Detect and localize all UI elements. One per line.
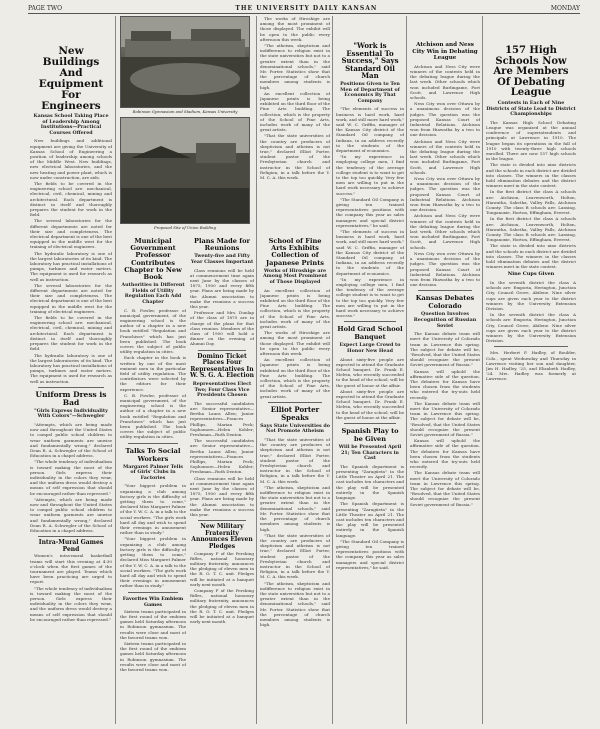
- headline-japanese-prints: School of Fine Arts Exhibits Collection of Japanese Prints: [266, 238, 324, 267]
- article-atchison-ness-city: [410, 64, 480, 288]
- paragraph: In the first district the class A schools are: Atchison, Leavenworth, Holton, Hiawatha, Sabetha, Valley Falls, Atchison County. The class B schools are: Lansing, Tonganoxie, Horton, Effingham, Everest.: [486, 189, 576, 216]
- headline-atchison-ness-city: Atchison and Ness City Win in Debating League: [412, 42, 478, 62]
- paragraph: "Attempts, which are being made now and throughout the United States to compel public school children to wear uniform garments are unwise and fundamentally wrong," declared Dean R. A. Schwegler of the School of Education in a chapel address.: [30, 496, 112, 533]
- article-domino-ticket: [190, 401, 254, 517]
- paragraph: "The whole tendency of individualism is toward making the most of the person. Girls express their individuality in the colors they wear, and the uniform dress would destroy a means of self expression that should be encouraged rather than repressed.": [30, 585, 112, 622]
- deck-work-essential: Positions Given to Ten Men of Department of Economics By That Company: [340, 80, 400, 104]
- column-1: [30, 16, 112, 724]
- article-embiem-games: [120, 609, 186, 672]
- headline-157-high-schools: 157 High Schools Now Are Members Of Debating League: [493, 45, 569, 99]
- paragraph: Atchison and Ness City were winners of the contests held in the debating league during the last week. Other schools which won included Burlingame, Fort Scott, and Lawrence High schools.: [410, 63, 480, 100]
- deck-elliot-porter: Says State Universities do Not Promote Atheism: [260, 422, 330, 435]
- article-kansas-colorado: [410, 331, 480, 507]
- paragraph: Class reunions will be held at commencement time again next June by the classes of 1875, 1900 and every fifth year. Plans are being made by the Alumni association to make the reunions a success this year.: [190, 267, 254, 310]
- paragraph: About sixty-five people are expected to attend the Graduate School banquet. Dr. Frank E. Melvin, who recently succeeded to the head of the school, will be the guest of honor at the affair.: [336, 356, 404, 388]
- paragraph: The successful candidates are: Senior representative—Bertha Laura Allen; Junior representatives—Frances Phillips, Marian Peck; Sophomore—Helen Kohler; Freshman—Ruth Denton.: [190, 438, 254, 475]
- headline-elliot-porter: Elliot Porter Speaks: [270, 404, 320, 422]
- paragraph: Ness City won over Ottawa by a unanimous decision of the judges. The question was the proposed Kansas Court of Industrial Relations. Atchison won from Hiawatha by a two to one decision.: [410, 101, 480, 138]
- headline-new-buildings: New Buildings And Equipment For Engineers: [38, 45, 104, 112]
- paragraph: The Kansas debate team will meet the University of Colorado team in Lawrence this spring. The subject for debate will be, "Resolved, that the United States should recognize the present Soviet government of Russia.": [410, 470, 480, 507]
- paragraph: Atchison and Ness City were winners of the contests held in the debating league during the last week. Other schools which won included Burlingame, Fort Scott, and Lawrence High schools.: [410, 213, 480, 250]
- column-rule: [332, 16, 333, 724]
- deck-spanish-play: Will be Presented April 21; Ten Characters in Cast: [338, 444, 402, 462]
- column-3: [190, 238, 254, 724]
- article-nine-cups: [486, 280, 576, 343]
- deck-kansas-colorado: Question Involves Recognition of Russian Soviet: [413, 311, 477, 329]
- article-new-buildings: [30, 138, 112, 383]
- paragraph: The works of Hiroshige are among the most prominent of those displayed. The exhibit will be open to the public every afternoon this week.: [260, 16, 330, 42]
- headline-grad-school-banquet: Hold Grad School Banquet: [337, 325, 403, 342]
- article-municipal-government: [120, 308, 186, 440]
- paragraph: An excellent collection of Japanese prints is being exhibited on the third floor of the Fine Arts building. The collection, which is the property of the School of Fine Arts, includes work of many of the great artists.: [260, 90, 330, 133]
- article-elliot-porter: [260, 437, 330, 627]
- headline-uniform-dress: Uniform Dress is Bad: [35, 389, 107, 407]
- paragraph: An excellent collection of Japanese prints is being exhibited on the third floor of the Fine Arts building. The collection, which is the property of the School of Fine Arts, includes work of many of the great artists.: [260, 287, 330, 330]
- column-6: [410, 16, 480, 724]
- paragraph: The several laboratories for the different departments are noted for their size and completeness. The electrical department is one of the best equipped in the middle west for the training of electrical engineers.: [30, 282, 112, 314]
- paragraph: In the seventh district the class A schools are: Emporia, Herington, Junction City, Council Grove, Abilene. Nine silver cups are given each year to the district winners by the University Extension Division.: [486, 280, 576, 312]
- paragraph: "Attempts, which are being made now and throughout the United States to compel public school children to wear uniform garments are unwise and fundamentally wrong," declared Dean R. A. Schwegler of the School of Education in a chapel address.: [30, 421, 112, 459]
- stadium-image: [121, 17, 249, 107]
- paragraph: "Your biggest problem in organizing a club among factory girls is the difficulty of getting them to come," declared Miss Margaret Palmer of the Y. W. C. A. in a talk to the social workers. "The girls work hard all day and wish to spend their evenings in amusement rather than in study.": [120, 483, 186, 536]
- caption-stadium: Robinson Gymnasium and Stadium, Kansas University: [132, 109, 238, 114]
- paragraph: Women's intra-mural basketball teams will start this evening at 4:30 o'clock when the first games of the tournament are played. Teams which have been practicing are urged to report.: [30, 553, 112, 585]
- headline-social-workers: Talks To Social Workers: [125, 446, 181, 463]
- paragraph: "The atheism, skepticism and indifference to religion exist in the state universities but not to a greater extent than in the denominational schools," said Mr. Porter. Statistics show that the percentage of church members among students is high.: [260, 580, 330, 628]
- headline-domino-ticket: Domino Ticket Places Four Representatives In W. S. G. A. Election: [190, 352, 254, 380]
- paragraph: "The whole tendency of individualism is toward making the most of the person. Girls express their individuality in the colors they wear, and the uniform dress would destroy a means of self expression that should be encouraged rather than repressed.": [30, 459, 112, 496]
- paragraph: The hydraulic laboratory is one of the largest laboratories of its kind. The laboratory has practical installations of pumps, turbines and water meters. The equipment is used for research as well as instruction.: [30, 352, 112, 384]
- article-japanese-prints: [260, 288, 330, 399]
- article-work-essential: [336, 106, 404, 318]
- paragraph: The works of Hiroshige are among the most prominent of those displayed. The exhibit will be open to the public every afternoon this week.: [260, 330, 330, 357]
- paragraph: New buildings and additional equipment are giving the University of Kansas School of Engineering a position of leadership among schools of the Middle West. New buildings, new electrical laboratories, and the new heating and power plant, which is now under construction, are aids.: [30, 138, 112, 180]
- masthead-left: PAGE TWO: [28, 4, 62, 12]
- paragraph: Sixteen teams participated in the first round of the embiem games held Saturday afternoon in Robinson gymnasium. The results were close and most of the favored teams won.: [120, 608, 186, 640]
- column-rule: [256, 16, 257, 724]
- paragraph: "That the state universities of the country are producers of skepticism and atheism is not true," declared Elliot Porter, student pastor of the Presbyterian church and instructor in the School of Religion, in a talk before the Y. M. C. A. this week.: [260, 437, 330, 484]
- paragraph: "In my experience in employing college men, I find the tendency of the average college student is to want to get to the top too quickly. Very few men are willing to put in the hard work necessary to achieve success.": [336, 154, 404, 196]
- paragraph: Each chapter in the book is written by one of the most eminent men in the particular field of utility regulation. The contributors were selected by the editors for their experience.: [120, 355, 186, 392]
- article-grad-school-banquet: [336, 357, 404, 420]
- paragraph: Company F of the Pershing Rifles, national honorary military fraternity, announces the pledging of eleven men in the R. O. T. C. unit. Pledges will be initiated at a banquet early next month.: [190, 588, 254, 625]
- deck-grad-school-banquet: Expect Large Crowd to Honor New Head: [339, 342, 401, 355]
- caption-union-site: Proposed Site of Union Building: [154, 225, 216, 231]
- paragraph: "The atheism, skepticism and indifference to religion exist in the state universities but not to a greater extent than in the denominational schools," said Mr. Porter. Statistics show that the percentage of church members among students is high.: [260, 484, 330, 532]
- paragraph: The state is divided into nine districts and the schools in each district are divided into classes. The winners in the classes hold elimination debates and the district winners meet in the state contest.: [486, 162, 576, 189]
- paragraph: In the seventh district the class A schools are: Emporia, Herington, Junction City, Council Grove, Abilene. Nine silver cups are given each year to the district winners by the University Extension Division.: [486, 312, 576, 344]
- paragraph: The Kansas High School Debating League was organized at the annual conference of superintendents and principals at Lawrence in 1910. The league began its operations in the fall of 1910 with twenty-three high schools enrolled. There are now 157 high schools in the league.: [486, 119, 576, 162]
- paragraph: Atchison and Ness City were winners of the contests held in the debating league during the last week. Other schools which won included Burlingame, Fort Scott, and Lawrence High schools.: [410, 138, 480, 175]
- column-rule: [406, 16, 407, 724]
- deck-reunions: Twenty-five and Fifty Year Classes Important: [190, 253, 254, 265]
- paragraph: The fields to be covered in the engineering school are: mechanical, electrical, civil, chemical, mining and architectural. Each department is distinct in itself and thoroughly prepares the student for work in the field.: [30, 181, 112, 218]
- paragraph: "That the state universities of the country are producers of skepticism and atheism is not true," declared Elliot Porter, student pastor of the Presbyterian church and instructor in the School of Religion, in a talk before the Y. M. C. A. this week.: [260, 133, 330, 181]
- paragraph: C. B. Fowler, professor of municipal government, of the engineering school is the author of a chapter in a new book entitled "Regulation and Franchises" which has just been published. The book covers the subject of public utility regulation in cities.: [120, 392, 186, 440]
- article-spanish-play: [336, 464, 404, 570]
- column-rule: [482, 16, 483, 724]
- photo-block: [120, 16, 250, 236]
- article-reunions: [190, 268, 254, 347]
- paragraph: Ness City won over Ottawa by a unanimous decision of the judges. The question was the proposed Kansas Court of Industrial Relations. Atchison won from Hiawatha by a two to one decision.: [410, 176, 480, 213]
- article-military-fraternity: [190, 551, 254, 625]
- article-157-high-schools: [486, 120, 576, 270]
- paragraph: The fields to be covered in the engineering school are: mechanical, electrical, civil, chemical, mining and architectural. Each department is distinct in itself and thoroughly prepares the student for work in the field.: [30, 315, 112, 352]
- headline-embiem-games: Favorites Win Embiem Games: [122, 595, 184, 609]
- headline-work-essential: "Work is Essential To Success," Says Standard Oil Man: [341, 41, 399, 81]
- article-intra-mural: [30, 553, 112, 622]
- paragraph: "The elements of success in business is hard work, hard work, and still more hard work," said W. C. Griffin, manager of the Kansas City district of the Standard Oil company, of Indiana, in an address recently to the students of the department of economics.: [336, 229, 404, 276]
- paragraph: "In my experience in employing college men, I find the tendency of the average college student is to want to get to the top too quickly. Very few men are willing to put in the hard work necessary to achieve success.": [336, 276, 404, 319]
- deck-japanese-prints: Works of Hiroshige are Among Most Prominent of Those Displayed: [262, 267, 328, 285]
- headline-spanish-play: Spanish Play to be Given: [341, 427, 399, 444]
- paragraph: The state is divided into nine districts and the schools in each district are divided into classes. The winners in the classes hold elimination debates and the district winners meet in the state contest.: [486, 243, 576, 270]
- paragraph: The several laboratories for the different departments are noted for their size and completeness. The electrical department is one of the best equipped in the middle west for the training of electrical engineers.: [30, 218, 112, 250]
- paragraph: Ness City won over Ottawa by a unanimous decision of the judges. The question was the proposed Kansas Court of Industrial Relations. Atchison won from Hiawatha by a two to one decision.: [410, 250, 480, 288]
- paragraph: Kansas will uphold the affirmative side of the question. The debaters for Kansas have been chosen from the students who entered the try-outs held recently.: [410, 368, 480, 400]
- paragraph: The Kansas debate team will meet the University of Colorado team in Lawrence this spring. The subject for debate will be, "Resolved, that the United States should recognize the present Soviet government of Russia.": [410, 400, 480, 437]
- paragraph: "Your biggest problem in organizing a club among factory girls is the difficulty of getting them to come," declared Miss Margaret Palmer of the Y. W. C. A. in a talk to the social workers. "The girls work hard all day and wish to spend their evenings in amusement rather than in study.": [120, 536, 186, 589]
- union-site-photo: [120, 117, 250, 224]
- stadium-photo: [120, 16, 250, 108]
- headline-military-fraternity: New Military Fraternity Announces Eleven Pledges: [191, 523, 253, 551]
- column-2: [120, 238, 186, 724]
- paragraph: Sixteen teams participated in the first round of the embiem games held Saturday afternoon in Robinson gymnasium. The results were close and most of the favored teams won.: [120, 640, 186, 672]
- paragraph: In the first district the class A schools are: Atchison, Leavenworth, Holton, Hiawatha, Sabetha, Valley Falls, Atchison County. The class B schools are: Lansing, Tonganoxie, Horton, Effingham, Everest.: [486, 216, 576, 243]
- article-social-workers: [120, 483, 186, 588]
- paragraph: "The Standard Oil Company is giving ten trained representatives positions with the company this year as sales managers and special district representatives," he said.: [336, 196, 404, 228]
- deck-domino-ticket: Representatives Elect Two; Four Class Vice Presidents Chosen: [192, 381, 252, 399]
- masthead: [28, 3, 580, 14]
- masthead-title: THE UNIVERSITY DAILY KANSAN: [235, 4, 378, 12]
- column-rule: [115, 16, 116, 724]
- subhead-nine-cups: Nine Cups Given: [507, 271, 555, 278]
- deck-municipal-government: Authorities in Different Fields of Utility Regulation Each Add Chapter: [121, 282, 185, 305]
- paragraph: The Spanish department is presenting "Zaragüeta" in the Little Theater on April 21. The cast includes ten characters and the play will be presented entirely in the Spanish language.: [336, 501, 404, 538]
- article-uniform-dress: [30, 422, 112, 533]
- deck-social-workers: Margaret Palmer Tells of Girls' Clubs in Factories: [122, 463, 184, 481]
- union-site-image: [121, 118, 249, 223]
- column-5: [336, 16, 404, 724]
- paragraph: The Spanish department is presenting "Zaragüeta" in the Little Theater on April 21. The cast includes ten characters and the play will be presented entirely in the Spanish language.: [336, 463, 404, 501]
- paragraph: "The elements of success in business is hard work, hard work, and still more hard work," said W. C. Griffin, manager of the Kansas City district of the Standard Oil company, of Indiana, in an address recently to the students of the department of economics.: [336, 106, 404, 153]
- headline-reunions: Plans Made for Reunions: [194, 238, 250, 253]
- paragraph: The successful candidates are: Senior representative—Bertha Laura Allen; Junior representatives—Frances Phillips, Marian Peck; Sophomore—Helen Kohler; Freshman—Ruth Denton.: [190, 400, 254, 438]
- paragraph: Professor and Mrs. Dunlap of the class of 1875 are in charge of the plans for that class reunion. Members of the class of 1900 will hold a dinner on the evening of Alumni Day.: [190, 310, 254, 347]
- masthead-right: MONDAY: [550, 4, 580, 12]
- paragraph: The hydraulic laboratory is one of the largest laboratories of its kind. The laboratory has practical installations of pumps, turbines and water meters. The equipment is used for research as well as instruction.: [30, 250, 112, 282]
- deck-157-high-schools: Contests in Each of Nine Districts of State Lead to District Championships: [486, 99, 576, 118]
- paragraph: About sixty-five people are expected to attend the Graduate School banquet. Dr. Frank E. Melvin, who recently succeeded to the head of the school, will be the guest of honor at the affair.: [336, 388, 404, 420]
- article-japanese-prints-continued: [260, 16, 330, 180]
- paragraph: "The Standard Oil Company is giving ten trained representatives positions with the company this year as sales managers and special district representatives," he said.: [336, 538, 404, 570]
- paragraph: "The atheism, skepticism and indifference to religion exist in the state universities but not to a greater extent than in the denominational schools," said Mr. Porter. Statistics show that the percentage of church members among students is high.: [260, 43, 330, 90]
- article-hadley-visit: [486, 350, 576, 381]
- deck-new-buildings: Kansas School Taking Place of Leadership Among Institutions—Practical Courses Offered: [33, 113, 109, 136]
- paragraph: Class reunions will be held at commencement time again next June by the classes of 1875, 1900 and every fifth year. Plans are being made by the Alumni association to make the reunions a success this year.: [190, 475, 254, 518]
- headline-kansas-colorado: Kansas Debates Colorado: [415, 294, 475, 311]
- paragraph: Kansas will uphold the affirmative side of the question. The debaters for Kansas have been chosen from the students who entered the try-outs held recently.: [410, 438, 480, 470]
- column-4: [260, 238, 330, 724]
- paragraph: C. B. Fowler, professor of municipal government, of the engineering school is the author of a chapter in a new book entitled "Regulation and Franchises" which has just been published. The book covers the subject of public utility regulation in cities.: [120, 307, 186, 355]
- column-7: [486, 16, 576, 724]
- paragraph: Company F of the Pershing Rifles, national honorary military fraternity, announces the pledging of eleven men in the R. O. T. C. unit. Pledges will be initiated at a banquet early next month.: [190, 550, 254, 587]
- paragraph: "That the state universities of the country are producers of skepticism and atheism is not true," declared Elliot Porter, student pastor of the Presbyterian church and instructor in the School of Religion, in a talk before the Y. M. C. A. this week.: [260, 532, 330, 580]
- column-4-top: [260, 16, 330, 236]
- paragraph: Mrs. Herbert F. Hadley, of Boulder, Colo., spent Wednesday and Thursday in Lawrence visiting her son and daughter, Jim H. Hadley, '25, and Elizabeth Hadley, '24. Mrs. Hadley was formerly at Lawrence.: [486, 350, 576, 382]
- headline-municipal-government: Municipal Government Professor Contributes Chapter to New Book: [124, 238, 182, 282]
- headline-intra-mural: Intra-Mural Games Pend: [38, 539, 104, 553]
- deck-uniform-dress: "Girls Express Individuality With Colors"—Schwegler: [34, 407, 108, 420]
- paragraph: An excellent collection of Japanese prints is being exhibited on the third floor of the Fine Arts building. The collection, which is the property of the School of Fine Arts, includes work of many of the great artists.: [260, 357, 330, 399]
- paragraph: The Kansas debate team will meet the University of Colorado team in Lawrence this spring. The subject for debate will be, "Resolved, that the United States should recognize the present Soviet government of Russia.": [410, 331, 480, 368]
